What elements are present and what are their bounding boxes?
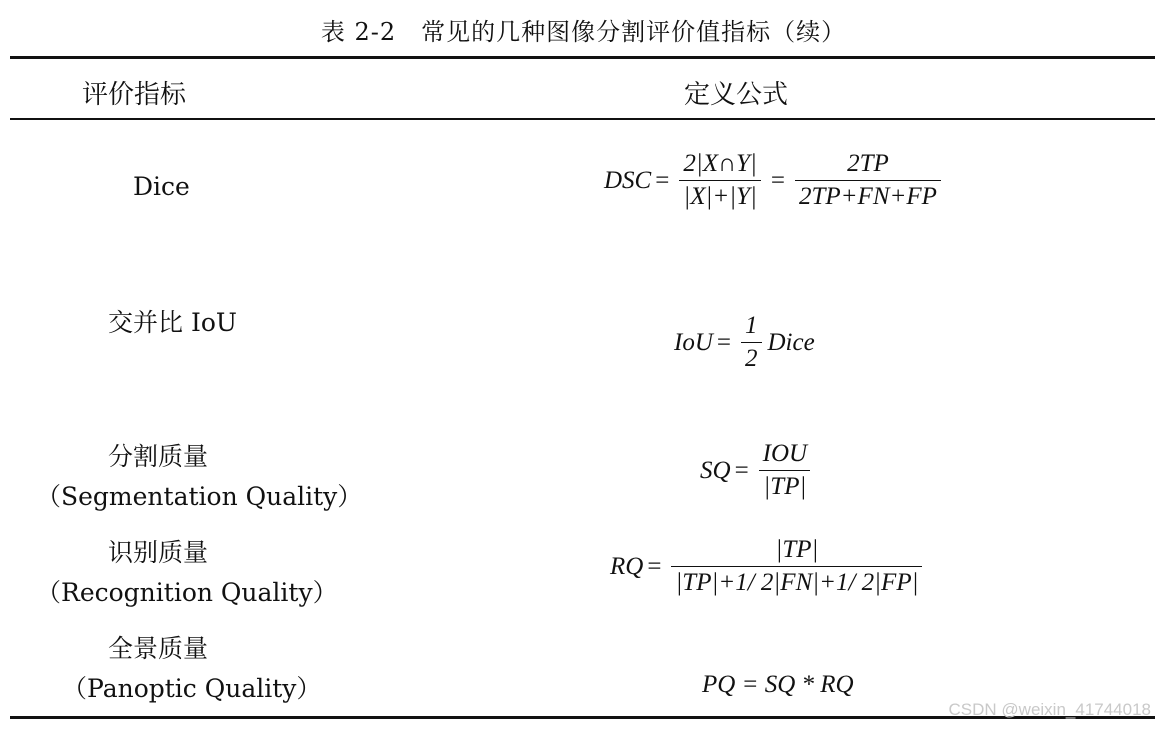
fraction bbox=[741, 312, 762, 373]
fraction-numerator: 2|X∩Y| bbox=[683, 150, 757, 177]
equals-sign: = bbox=[655, 166, 670, 194]
metric-name-rq: 识别质量 bbox=[108, 538, 209, 567]
fraction-numerator: |TP| bbox=[775, 536, 819, 563]
formula-rq bbox=[610, 536, 928, 597]
formula-pq: PQ = SQ * RQ bbox=[702, 671, 854, 698]
fraction-denominator: |TP|+1/ 2|FN|+1/ 2|FP| bbox=[671, 566, 922, 597]
metric-name-pq-en: （Panoptic Quality） bbox=[62, 674, 322, 703]
table-top-rule bbox=[10, 56, 1155, 59]
equals-sign: = bbox=[647, 552, 662, 580]
formula-lhs: DSC bbox=[604, 166, 652, 194]
equals-sign: = bbox=[734, 456, 749, 484]
metric-name-iou: 交并比 IoU bbox=[108, 308, 237, 337]
header-formula: 定义公式 bbox=[684, 80, 789, 110]
metric-name-sq-en: （Segmentation Quality） bbox=[36, 482, 363, 511]
fraction bbox=[671, 536, 922, 597]
formula-lhs: SQ bbox=[700, 456, 731, 484]
metric-name-rq-en: （Recognition Quality） bbox=[36, 578, 338, 607]
table-caption: 表 2-2 常见的几种图像分割评价值指标（续） bbox=[320, 18, 847, 46]
fraction-numerator: 2TP bbox=[847, 150, 889, 177]
formula-iou bbox=[674, 312, 815, 373]
fraction-denominator: |TP| bbox=[759, 470, 810, 501]
formula-lhs: IoU bbox=[674, 328, 713, 356]
equals-sign: = bbox=[770, 166, 785, 194]
metric-name-pq: 全景质量 bbox=[108, 634, 209, 663]
metric-name-sq: 分割质量 bbox=[108, 442, 209, 471]
formula-sq bbox=[700, 440, 817, 501]
equals-sign: = bbox=[716, 328, 731, 356]
header-metric: 评价指标 bbox=[82, 80, 187, 110]
fraction bbox=[795, 150, 941, 211]
fraction-numerator: 1 bbox=[745, 312, 758, 339]
formula-dice bbox=[604, 150, 947, 211]
fraction bbox=[759, 440, 811, 501]
fraction-denominator: |X|+|Y| bbox=[679, 180, 761, 211]
metric-name-dice: Dice bbox=[133, 172, 190, 201]
fraction bbox=[679, 150, 761, 211]
table-header-rule bbox=[10, 118, 1155, 120]
fraction-denominator: 2 bbox=[741, 342, 762, 373]
formula-rhs: Dice bbox=[767, 328, 815, 356]
watermark: CSDN @weixin_41744018 bbox=[948, 700, 1151, 719]
fraction-denominator: 2TP+FN+FP bbox=[795, 180, 941, 211]
formula-lhs: RQ bbox=[610, 552, 644, 580]
fraction-numerator: IOU bbox=[762, 440, 808, 467]
